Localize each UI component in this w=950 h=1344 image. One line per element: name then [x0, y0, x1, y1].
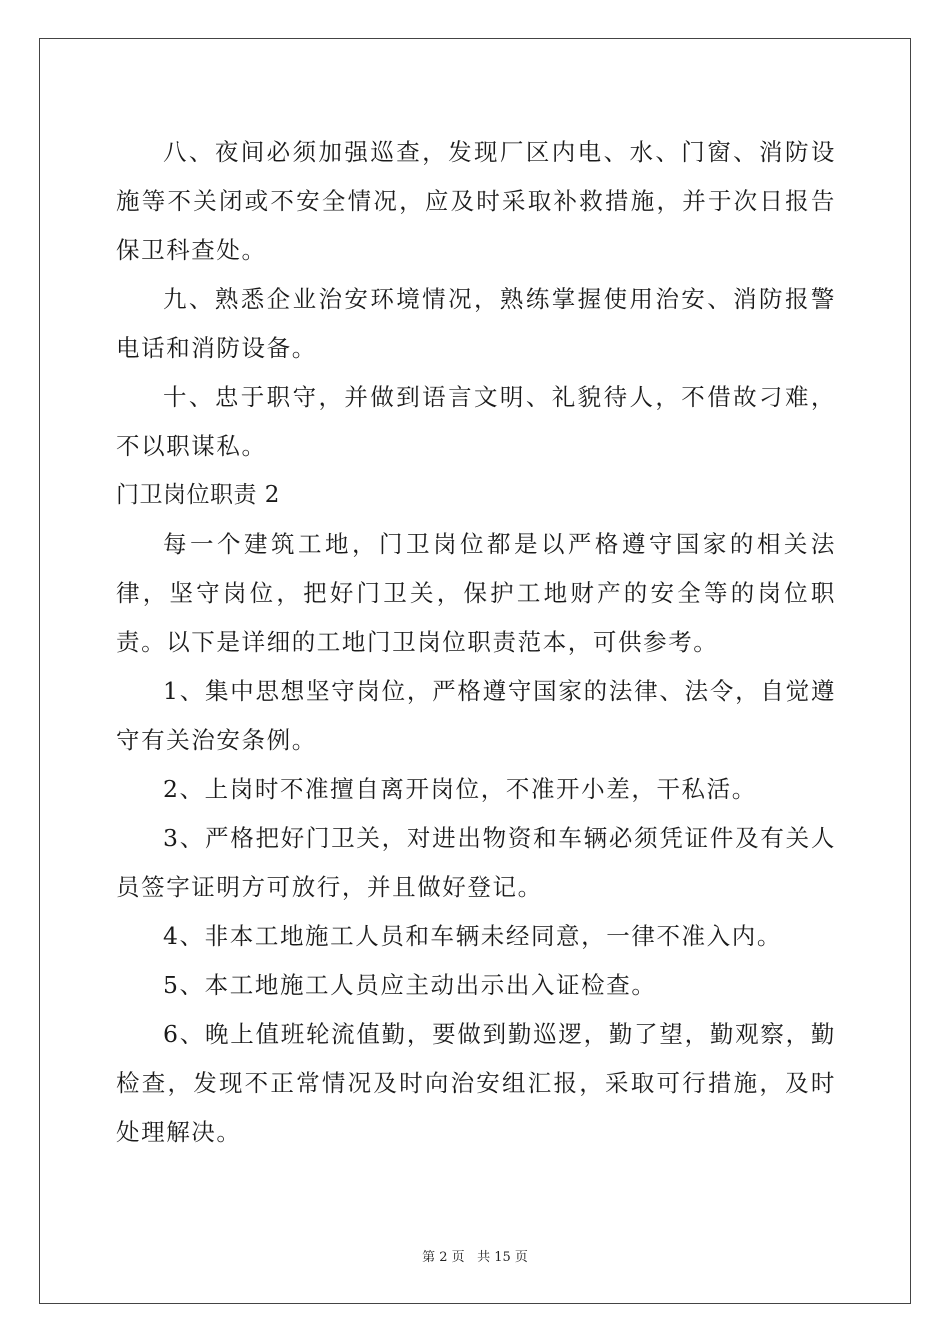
paragraph-item-10: 十、忠于职守，并做到语言文明、礼貌待人，不借故刁难，不以职谋私。	[116, 383, 836, 460]
duty-item-3: 3、严格把好门卫关，对进出物资和车辆必须凭证件及有关人员签字证明方可放行，并且做好登记。	[116, 824, 836, 901]
paragraph-item-8: 八、夜间必须加强巡查，发现厂区内电、水、门窗、消防设施等不关闭或不安全情况，应及时采取补救措施，并于次日报告保卫科查处。	[116, 138, 836, 264]
paragraph-item-9: 九、熟悉企业治安环境情况，熟练掌握使用治安、消防报警电话和消防设备。	[116, 285, 836, 362]
duty-item-5: 5、本工地施工人员应主动出示出入证检查。	[163, 971, 657, 999]
document-body	[116, 128, 836, 1157]
section-intro-paragraph: 每一个建筑工地，门卫岗位都是以严格遵守国家的相关法律，坚守岗位，把好门卫关，保护工地财产的安全等的岗位职责。以下是详细的工地门卫岗位职责范本，可供参考。	[116, 530, 836, 656]
duty-item-4: 4、非本工地施工人员和车辆未经同意，一律不准入内。	[163, 922, 782, 950]
page-number: 第 2 页	[422, 1250, 465, 1265]
duty-item-1: 1、集中思想坚守岗位，严格遵守国家的法律、法令，自觉遵守有关治安条例。	[116, 677, 836, 754]
page-footer	[0, 1246, 950, 1265]
duty-item-6: 6、晚上值班轮流值勤，要做到勤巡逻，勤了望，勤观察，勤检查，发现不正常情况及时向治安组汇报，采取可行措施，及时处理解决。	[116, 1020, 836, 1146]
duty-item-2: 2、上岗时不准擅自离开岗位，不准开小差，干私活。	[163, 775, 757, 803]
page-total: 共 15 页	[477, 1250, 528, 1265]
section-heading: 门卫岗位职责 2	[116, 482, 280, 508]
